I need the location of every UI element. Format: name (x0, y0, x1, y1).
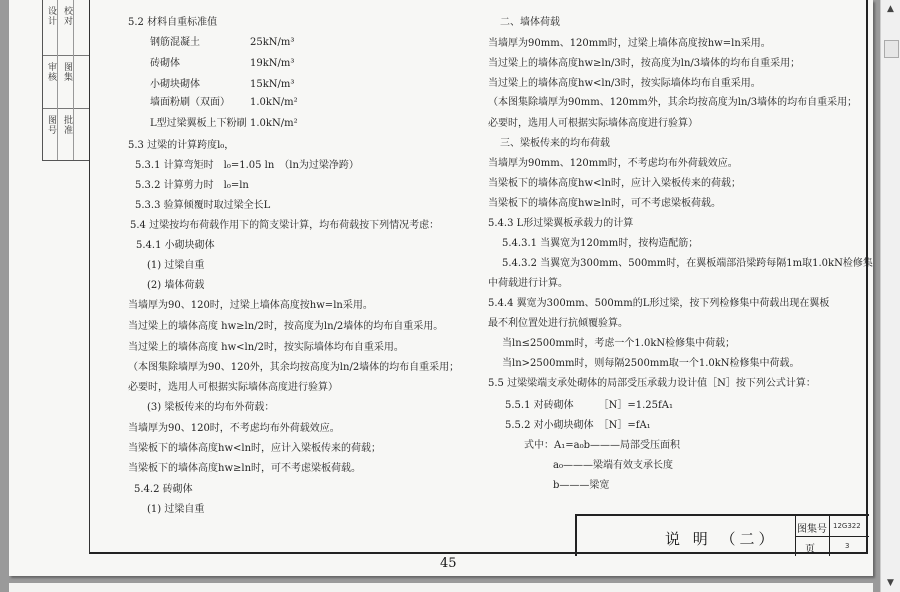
page-number: 45 (440, 556, 457, 571)
text-line: 5.2 材料自重标准值 (128, 17, 218, 28)
stamp-cell: 图号 (46, 115, 56, 135)
text-line: 当过梁上的墙体高度 hw≥ln/2时，按高度为ln/2墙体的均布自重采用。 (128, 321, 444, 332)
text-line: 5.5 过梁梁端支承处砌体的局部受压承载力设计值［N］按下列公式计算： (488, 378, 816, 389)
text-line: 必要时，选用人可根据实际墙体高度进行验算） (488, 118, 698, 129)
text-line: a₀———梁端有效支承长度 (553, 460, 673, 471)
signature-stamp-table (42, 0, 90, 161)
text-line: （本图集除墙厚为90mm、120mm外，其余均按高度为ln/3墙体的均布自重采用； (488, 97, 858, 108)
text-line: 当梁板下的墙体高度hw≥ln时，可不考虑梁板荷载。 (128, 463, 362, 474)
text-line: 砖砌体 (150, 58, 180, 69)
scroll-up-button[interactable]: ▲ (887, 4, 894, 14)
text-line: 19kN/m³ (250, 58, 295, 69)
text-line: 最不利位置处进行抗倾覆验算。 (488, 318, 628, 329)
text-line: 必要时，选用人可根据实际墙体高度进行验算） (128, 382, 338, 393)
stamp-row-divider (43, 108, 89, 109)
scanned-page (9, 0, 873, 576)
text-line: 5.4.3.2 当翼宽为300mm、500mm时，在翼板端部沿梁跨每隔1m取1.0kN检修集 (502, 258, 873, 269)
text-line: (1) 过梁自重 (147, 504, 205, 515)
text-line: 5.3 过梁的计算跨度l₀， (128, 140, 235, 151)
title-block (575, 514, 869, 556)
stamp-cell: 批准 (62, 115, 72, 135)
title-block-divider (795, 536, 869, 537)
text-line: 5.5.2 对小砌块砌体 ［N］=fA₁ (505, 420, 651, 431)
text-line: 当ln≤2500mm时，考虑一个1.0kN检修集中荷载； (502, 338, 736, 349)
text-line: 5.4.3.1 当翼宽为120mm时，按构造配筋； (502, 238, 699, 249)
atlas-number-label: 图集号 (797, 524, 827, 535)
scroll-thumb[interactable] (884, 40, 899, 58)
drawing-title: 说 明 （二） (665, 530, 778, 548)
text-line: (1) 过梁自重 (147, 260, 205, 271)
stamp-cell: 校对 (62, 6, 72, 26)
text-line: 5.5.1 对砖砌体 ［N］=1.25fA₁ (505, 400, 673, 411)
text-line: 小砌块砌体 (150, 79, 200, 90)
next-page-edge (9, 583, 873, 592)
text-line: 当过梁上的墙体高度hw≥ln/3时，按高度为ln/3墙体的均布自重采用； (488, 58, 801, 69)
text-line: 当墙厚为90mm、120mm时，不考虑均布外荷载效应。 (488, 158, 738, 169)
text-line: 三、梁板传来的均布荷载 (500, 138, 610, 149)
text-line: 二、墙体荷载 (500, 17, 560, 28)
text-line: 5.4.3 L形过梁翼板承载力的计算 (488, 218, 634, 229)
page-label: 页 (805, 544, 815, 555)
text-line: 当梁板下的墙体高度hw<ln时，应计入梁板传来的荷载； (128, 443, 382, 454)
text-line: 当墙厚为90、120时，不考虑均布外荷载效应。 (128, 423, 340, 434)
text-line: b———梁宽 (553, 480, 610, 491)
atlas-number-value: 12G322 (833, 522, 861, 530)
text-line: 5.3.2 计算剪力时 l₀=ln (135, 180, 249, 191)
text-line: 5.3.3 验算倾覆时取过梁全长L (135, 200, 271, 211)
text-line: 当过梁上的墙体高度hw<ln/3时，按实际墙体均布自重采用。 (488, 78, 761, 89)
text-line: 当ln>2500mm时，则每隔2500mm取一个1.0kN检修集中荷载。 (502, 358, 800, 369)
text-line: 5.4 过梁按均布荷载作用下的简支梁计算，均布荷载按下列情况考虑： (130, 220, 440, 231)
text-line: 15kN/m³ (250, 79, 295, 90)
text-line: 当过梁上的墙体高度 hw<ln/2时，按实际墙体均布自重采用。 (128, 342, 404, 353)
text-line: （本图集除墙厚为90、120外，其余均按高度为ln/2墙体的均布自重采用； (128, 362, 460, 373)
text-line: 5.4.1 小砌块砌体 (136, 240, 215, 251)
text-line: 当墙厚为90、120时，过梁上墙体高度按hw=ln采用。 (128, 300, 373, 311)
text-line: (2) 墙体荷载 (147, 280, 205, 291)
text-line: 当梁板下的墙体高度hw<ln时，应计入梁板传来的荷载； (488, 178, 742, 189)
text-line: 当墙厚为90mm、120mm时，过梁上墙体高度按hw=ln采用。 (488, 38, 771, 49)
text-line: 5.3.1 计算弯矩时 l₀=1.05 ln （ln为过梁净跨） (135, 160, 359, 171)
scroll-down-button[interactable]: ▼ (887, 578, 894, 588)
text-line: 钢筋混凝土 (150, 37, 200, 48)
stamp-row-divider (43, 55, 89, 56)
text-line: 1.0kN/m² (250, 118, 298, 129)
text-line: 式中：A₁=a₀b———局部受压面积 (524, 440, 680, 451)
stamp-cell: 审核 (46, 62, 56, 82)
text-line: 5.4.4 翼宽为300mm、500mm的L形过梁，按下列检修集中荷载出现在翼板 (488, 298, 830, 309)
text-line: 25kN/m³ (250, 37, 295, 48)
text-line: 1.0kN/m² (250, 97, 298, 108)
text-line: L型过梁翼板上下粉刷 (150, 118, 247, 129)
stamp-cell: 设计 (46, 6, 56, 26)
text-line: 墙面粉刷（双面） (150, 97, 230, 108)
stamp-cell: 图集 (62, 62, 72, 82)
vertical-scrollbar[interactable] (880, 0, 900, 592)
text-line: 5.4.2 砖砌体 (134, 484, 193, 495)
text-line: 当梁板下的墙体高度hw≥ln时，可不考虑梁板荷载。 (488, 198, 722, 209)
page-value: 3 (845, 542, 850, 550)
text-line: (3) 梁板传来的均布外荷载： (147, 402, 275, 413)
text-line: 中荷载进行计算。 (488, 278, 568, 289)
